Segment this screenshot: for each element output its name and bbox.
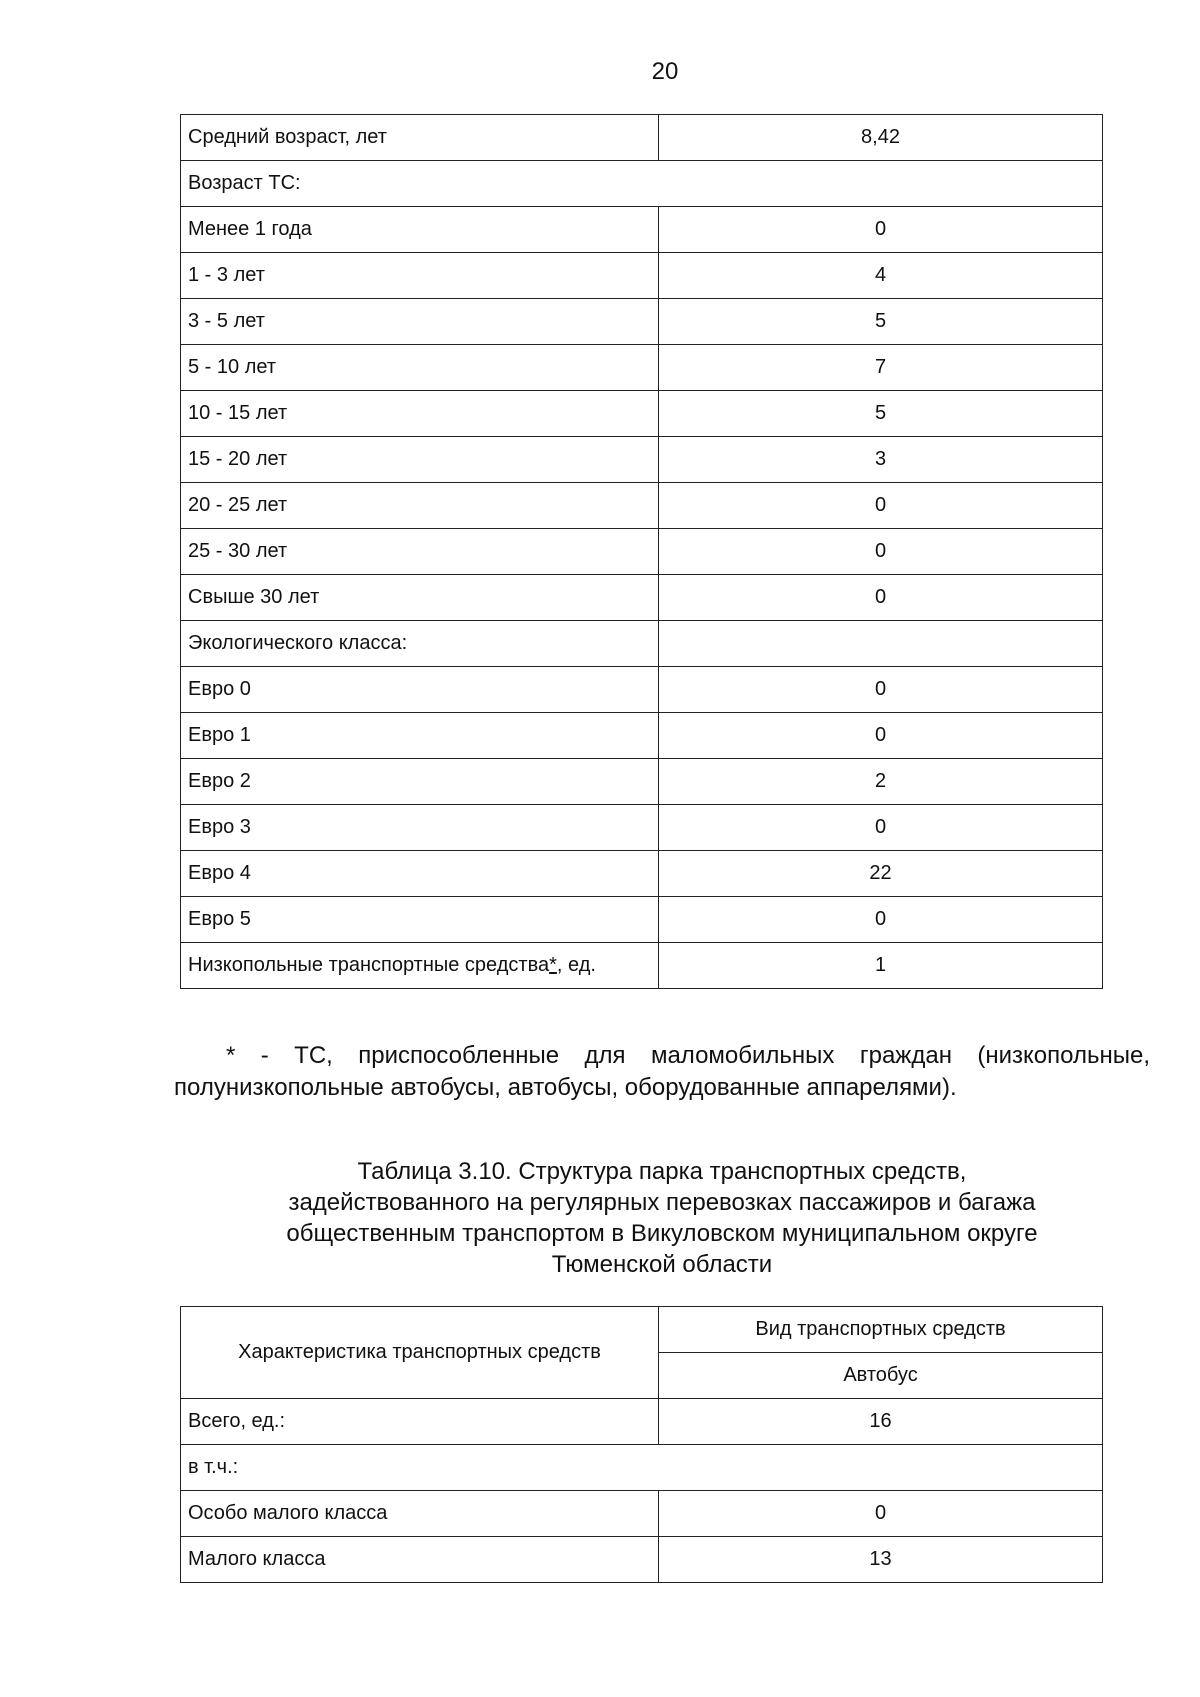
lowfloor-label: Низкопольные транспортные средства — [188, 954, 550, 976]
row-value: 0 — [659, 575, 1103, 621]
row-label: Евро 4 — [181, 851, 659, 897]
table-row — [181, 667, 1103, 713]
row-label: Особо малого класса — [181, 1491, 659, 1537]
row-value: 7 — [659, 345, 1103, 391]
row-value: 3 — [659, 437, 1103, 483]
footnote-line-2: полунизкопольные автобусы, автобусы, оборудованные аппарелями). — [174, 1074, 957, 1101]
row-label: 25 - 30 лет — [181, 529, 659, 575]
row-value: 0 — [659, 897, 1103, 943]
caption-line-4: Тюменской области — [551, 1251, 773, 1278]
table-row — [181, 1491, 1103, 1537]
row-label: Евро 0 — [181, 667, 659, 713]
table-row — [181, 207, 1103, 253]
table-row — [181, 161, 1103, 207]
row-value: 5 — [659, 391, 1103, 437]
row-value: 5 — [659, 299, 1103, 345]
row-value: 1 — [659, 943, 1103, 989]
row-value: 22 — [659, 851, 1103, 897]
row-label: Средний возраст, лет — [181, 115, 659, 161]
footnote-line-1: * - ТС, приспособленные для маломобильных граждан (низкопольные, — [226, 1042, 1150, 1069]
row-label: 10 - 15 лет — [181, 391, 659, 437]
table-body — [181, 115, 1103, 989]
table-row — [181, 115, 1103, 161]
row-value: 0 — [659, 207, 1103, 253]
row-value: 2 — [659, 759, 1103, 805]
row-value: 8,42 — [659, 115, 1103, 161]
row-label: Менее 1 года — [181, 207, 659, 253]
row-value — [659, 621, 1103, 667]
table-row — [181, 1399, 1103, 1445]
table-body — [181, 1307, 1103, 1583]
table-row — [181, 391, 1103, 437]
table-row — [181, 345, 1103, 391]
row-label: 15 - 20 лет — [181, 437, 659, 483]
header-bus: Автобус — [659, 1353, 1103, 1399]
table-row — [181, 897, 1103, 943]
row-label — [181, 943, 659, 989]
table-row — [181, 253, 1103, 299]
table-row — [181, 299, 1103, 345]
row-section-label: Возраст ТС: — [181, 161, 1103, 207]
row-label: Малого класса — [181, 1537, 659, 1583]
table-row — [181, 529, 1103, 575]
row-value: 0 — [659, 529, 1103, 575]
row-value: 0 — [659, 667, 1103, 713]
row-label: Всего, ед.: — [181, 1399, 659, 1445]
table-row — [181, 943, 1103, 989]
table-row — [181, 805, 1103, 851]
table-row — [181, 575, 1103, 621]
table-row — [181, 851, 1103, 897]
row-label: Евро 1 — [181, 713, 659, 759]
table-header-row — [181, 1307, 1103, 1353]
row-label: 5 - 10 лет — [181, 345, 659, 391]
table-row — [181, 759, 1103, 805]
row-label: 3 - 5 лет — [181, 299, 659, 345]
row-label: 1 - 3 лет — [181, 253, 659, 299]
row-label: Евро 3 — [181, 805, 659, 851]
row-label: Евро 5 — [181, 897, 659, 943]
table-row — [181, 1537, 1103, 1583]
table-row — [181, 1445, 1103, 1491]
row-value: 0 — [659, 483, 1103, 529]
caption-line-3: общественным транспортом в Викуловском муниципальном округе — [286, 1220, 1038, 1247]
table-row — [181, 483, 1103, 529]
row-label: Свыше 30 лет — [181, 575, 659, 621]
header-vehicle-type: Вид транспортных средств — [659, 1307, 1103, 1353]
header-characteristic: Характеристика транспортных средств — [181, 1307, 659, 1399]
row-value: 0 — [659, 805, 1103, 851]
caption-line-2: задействованного на регулярных перевозках пассажиров и багажа — [288, 1189, 1036, 1216]
page-number: 20 — [651, 58, 679, 85]
row-value: 0 — [659, 1491, 1103, 1537]
footnote — [174, 1040, 1150, 1104]
caption-line-1: Таблица 3.10. Структура парка транспортных средств, — [357, 1158, 967, 1185]
row-value: 16 — [659, 1399, 1103, 1445]
row-label: 20 - 25 лет — [181, 483, 659, 529]
row-value: 4 — [659, 253, 1103, 299]
vehicle-age-ecoclass-table — [180, 114, 1103, 989]
table-row — [181, 437, 1103, 483]
lowfloor-unit: , ед. — [556, 954, 596, 976]
row-label: Евро 2 — [181, 759, 659, 805]
row-section-label: в т.ч.: — [181, 1445, 1103, 1491]
table-row — [181, 713, 1103, 759]
fleet-structure-table — [180, 1306, 1103, 1583]
row-value: 13 — [659, 1537, 1103, 1583]
footnote-marker: * — [549, 954, 557, 976]
table-caption — [180, 1156, 1144, 1280]
table-row — [181, 621, 1103, 667]
row-value: 0 — [659, 713, 1103, 759]
row-label: Экологического класса: — [181, 621, 659, 667]
